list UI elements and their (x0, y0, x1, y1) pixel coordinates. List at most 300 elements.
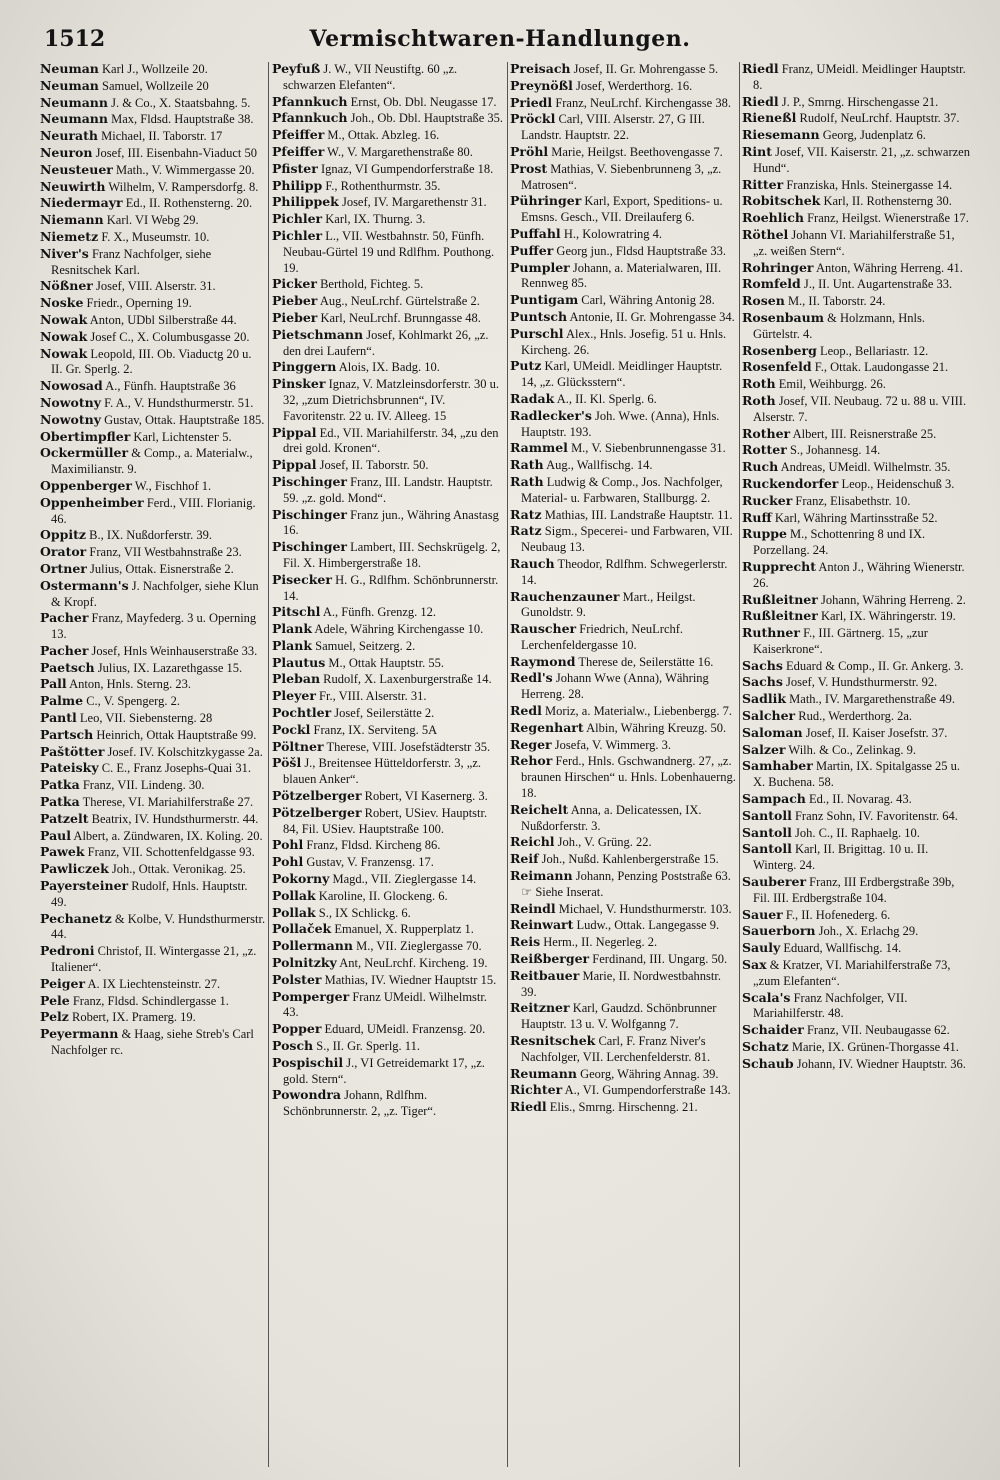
entry-details: Franz, VII. Neubaugasse 62. (803, 1023, 950, 1038)
entry-name: Richter (510, 1082, 563, 1098)
entry-details: M., Ottak Hauptstr. 55. (325, 655, 444, 670)
entry-name: Purschl (510, 325, 564, 341)
entry-name: Sampach (742, 791, 806, 807)
directory-entry (742, 359, 970, 376)
entry-details: Karl, Gaudzd. Schönbrunner Hauptstr. 13 u. V. Wolfganng 7. (521, 1001, 717, 1032)
entry-details: W., Fischhof 1. (131, 478, 212, 493)
entry-details: Ed., VII. Mariahilferstr. 34, „zu den drei gold. Kronen“. (283, 425, 499, 456)
directory-entry (742, 990, 970, 1023)
directory-entry (272, 327, 504, 360)
directory-entry (742, 691, 970, 708)
entry-name: Payersteiner (40, 878, 129, 894)
entry-name: Rother (742, 425, 791, 441)
entry-details: Heinrich, Ottak Hauptstraße 99. (93, 727, 257, 742)
directory-entry (510, 703, 736, 720)
entry-name: Patka (40, 794, 80, 810)
entry-name: Pantl (40, 710, 77, 726)
entry-details: Anton, UDbl Silberstraße 44. (87, 312, 237, 327)
entry-name: Posch (272, 1038, 314, 1054)
entry-name: Pockl (272, 721, 311, 737)
entry-name: Ostermann's (40, 577, 129, 593)
entry-details: Franz, VII. Lindeng. 30. (79, 778, 205, 793)
directory-entry (742, 493, 970, 510)
entry-details: Math., IV. Margarethenstraße 49. (786, 692, 955, 707)
directory-entry (510, 161, 736, 194)
column-divider (507, 62, 508, 1467)
directory-entry (742, 442, 970, 459)
entry-name: Preynößl (510, 77, 573, 93)
entry-details: J., VI Getreidemarkt 17, „z. gold. Stern“. (283, 1055, 485, 1086)
directory-entry (742, 1022, 970, 1039)
entry-name: Reichl (510, 834, 555, 850)
directory-entry (742, 276, 970, 293)
entry-details: Josef, Werderthorg. 16. (572, 78, 693, 93)
entry-name: Redl (510, 703, 542, 719)
entry-details: H., Kolowratring 4. (560, 226, 663, 241)
directory-entry (510, 193, 736, 226)
entry-name: Pawek (40, 844, 85, 860)
directory-entry (40, 78, 266, 95)
directory-entry (742, 725, 970, 742)
entry-name: Rupprecht (742, 558, 816, 574)
entry-name: Pöltner (272, 738, 324, 754)
directory-entry (510, 78, 736, 95)
directory-entry (272, 688, 504, 705)
entry-details: Joh. C., II. Raphaelg. 10. (791, 825, 920, 840)
entry-name: Plank (272, 637, 312, 653)
entry-name: Obertimpfler (40, 428, 131, 444)
directory-entry (40, 212, 266, 229)
directory-entry (742, 674, 970, 691)
directory-entry (272, 888, 504, 905)
entry-name: Peyfuß (272, 61, 321, 76)
entry-details: Josef, II. Gr. Mohrengasse 5. (570, 62, 719, 76)
directory-entry (272, 621, 504, 638)
entry-name: Rußleitner (742, 591, 818, 607)
entry-details: Joh., Ob. Dbl. Hauptstraße 35. (347, 111, 504, 126)
entry-details: Theodor, Rdlfhm. Schwegerlerstr. 14. (521, 556, 728, 587)
entry-name: Pokorny (272, 871, 330, 887)
entry-name: Rath (510, 457, 544, 473)
entry-name: Pitschl (272, 604, 321, 620)
directory-entry (510, 457, 736, 474)
page-number: 1512 (44, 26, 106, 52)
entry-name: Salcher (742, 708, 796, 724)
directory-entry (40, 744, 266, 761)
directory-entry (510, 61, 736, 78)
directory-entry (40, 561, 266, 578)
directory-entry (272, 359, 504, 376)
entry-name: Reis (510, 934, 541, 950)
entry-name: Sauerborn (742, 923, 816, 939)
entry-details: Karl. VI Webg 29. (103, 213, 199, 228)
entry-name: Rosenfeld (742, 359, 812, 375)
entry-details: Aug., Wallfischg. 14. (543, 458, 653, 473)
entry-details: Franz, NeuLrchf. Kirchengasse 38. (552, 95, 731, 110)
entry-details: Joh., X. Erlachg 29. (815, 924, 919, 939)
entry-name: Niemetz (40, 228, 99, 244)
directory-entry (40, 329, 266, 346)
directory-entry (40, 578, 266, 611)
entry-name: Oppenheimber (40, 494, 144, 510)
directory-entry (272, 955, 504, 972)
entry-details: Franz, Fldsd. Schindlergasse 1. (69, 993, 229, 1008)
entry-name: Philippek (272, 194, 339, 210)
entry-name: Ruckendorfer (742, 475, 839, 491)
entry-details: Joh., Nußd. Kahlenbergerstraße 15. (538, 852, 719, 867)
entry-name: Santoll (742, 841, 792, 857)
entry-name: Powondra (272, 1087, 342, 1103)
directory-entry (40, 162, 266, 179)
directory-entry (272, 1038, 504, 1055)
directory-entry (742, 1039, 970, 1056)
entry-details: Aug., NeuLrchf. Gürtelstraße 2. (317, 294, 480, 309)
entry-name: Rotter (742, 442, 787, 458)
entry-name: Pacher (40, 610, 89, 626)
directory-entry (510, 1033, 736, 1066)
directory-entry (272, 178, 504, 195)
entry-name: Rammel (510, 440, 568, 456)
entry-details: Albin, Währing Kreuzg. 50. (583, 720, 727, 735)
directory-entry (272, 837, 504, 854)
entry-name: Nowak (40, 311, 88, 327)
directory-entry (272, 1087, 504, 1120)
entry-details: J., II. Unt. Augartenstraße 33. (800, 277, 953, 292)
column-4 (742, 61, 970, 1473)
entry-details: Mathias, IV. Wiedner Hauptstr 15. (321, 972, 497, 987)
entry-details: Franz Nachfolger, siehe Resnitschek Karl. (51, 246, 212, 277)
entry-name: Pollermann (272, 938, 353, 954)
entry-details: & Holzmann, Hnls. Gürtelstr. 4. (753, 310, 926, 341)
entry-details: J. Nachfolger, siehe Klun & Kropf. (51, 578, 259, 609)
directory-entry (272, 161, 504, 178)
directory-entry (40, 95, 266, 112)
entry-details: Therese, VIII. Josefstädterstr 35. (323, 739, 491, 754)
directory-entry (742, 923, 970, 940)
entry-details: A., Fünfh. Grenzg. 12. (320, 605, 437, 620)
directory-entry (40, 828, 266, 845)
directory-entry (742, 841, 970, 874)
directory-entry (40, 844, 266, 861)
entry-details: A. IX Liechtensteinstr. 27. (85, 976, 221, 991)
entry-details: Johann, IV. Wiedner Hauptstr. 36. (793, 1056, 966, 1071)
directory-entry (510, 326, 736, 359)
entry-details: Josefa, V. Wimmerg. 3. (551, 737, 672, 752)
entry-name: Rosenberg (742, 342, 817, 358)
entry-name: Sachs (742, 657, 783, 673)
entry-details: M., Schottenring 8 und IX. Porzellang. 24. (753, 527, 926, 558)
entry-details: Johann, Penzing Poststraße 63. ☞ Siehe Inserat. (521, 869, 731, 899)
directory-entry (742, 376, 970, 393)
entry-name: Pichler (272, 227, 323, 243)
entry-name: Pawliczek (40, 861, 109, 877)
directory-entry (272, 376, 504, 424)
directory-entry (742, 1056, 970, 1073)
entry-name: Riedl (510, 1099, 547, 1115)
entry-name: Ockermüller (40, 445, 129, 461)
entry-details: Robert, IX. Pramerg. 19. (68, 1010, 196, 1025)
entry-details: Ed., II. Rothensterng. 20. (122, 196, 253, 211)
entry-name: Noske (40, 295, 84, 311)
entry-name: Plank (272, 621, 312, 637)
directory-entry (40, 943, 266, 976)
entry-details: Rudolf, X. Laxenburgerstraße 14. (320, 672, 492, 687)
directory-entry (272, 739, 504, 756)
entry-name: Pischinger (272, 473, 347, 489)
entry-name: Pollak (272, 904, 316, 920)
directory-entry (742, 559, 970, 592)
entry-name: Ruthner (742, 625, 800, 641)
entry-details: Moriz, a. Materialw., Liebenbergg. 7. (541, 704, 733, 719)
directory-entry (40, 643, 266, 660)
entry-details: Robert, USiev. Hauptstr. 84, Fil. USiev. Hauptstraße 100. (283, 805, 488, 836)
directory-entry (272, 655, 504, 672)
directory-entry (742, 459, 970, 476)
entry-name: Reif (510, 851, 539, 867)
entry-details: J. & Co., X. Staatsbahng. 5. (107, 95, 251, 110)
directory-entry (510, 474, 736, 507)
entry-name: Riedl (742, 93, 779, 109)
entry-name: Prost (510, 160, 548, 176)
directory-entry (40, 976, 266, 993)
directory-entry (40, 229, 266, 246)
directory-entry (272, 194, 504, 211)
directory-entry (742, 758, 970, 791)
directory-entry (40, 246, 266, 279)
entry-details: Franz, IX. Serviteng. 5A (310, 722, 438, 737)
directory-entry (40, 429, 266, 446)
entry-name: Saloman (742, 724, 803, 740)
entry-details: Franz, Heilgst. Wienerstraße 17. (803, 211, 969, 226)
directory-entry (742, 293, 970, 310)
directory-entry (742, 61, 970, 94)
entry-details: Max, Fldsd. Hauptstraße 38. (107, 112, 254, 127)
entry-details: Marie, II. Nordwestbahnstr. 39. (521, 968, 721, 999)
directory-entry (742, 625, 970, 658)
entry-details: Marie, IX. Grünen-Thorgasse 41. (788, 1040, 959, 1055)
directory-entry (510, 589, 736, 622)
entry-details: Franz, VII Westbahnstraße 23. (86, 545, 242, 560)
directory-entry (40, 1009, 266, 1026)
directory-entry (40, 412, 266, 429)
directory-entry (510, 556, 736, 589)
entry-name: Reichelt (510, 801, 569, 817)
entry-name: Reißberger (510, 951, 590, 967)
entry-details: J. W., VII Neustiftg. 60 „z. schwarzen Elefanten“. (283, 62, 458, 92)
directory-entry (272, 871, 504, 888)
entry-details: Josef, IV. Margarethenstr 31. (338, 195, 487, 210)
entry-details: Franz, Fldsd. Kircheng 86. (303, 838, 441, 853)
entry-name: Rieneßl (742, 110, 797, 126)
entry-details: Andreas, UMeidl. Wilhelmstr. 35. (778, 460, 951, 475)
entry-name: Scala's (742, 989, 791, 1005)
entry-name: Sauly (742, 940, 781, 956)
directory-entry (742, 940, 970, 957)
directory-entry (742, 110, 970, 127)
entry-name: Schaub (742, 1055, 794, 1071)
entry-details: Julius, IX. Lazarethgasse 15. (94, 660, 243, 675)
directory-entry (272, 989, 504, 1022)
directory-entry (510, 1099, 736, 1116)
entry-details: J. P., Smrng. Hirschengasse 21. (778, 94, 939, 109)
entry-name: Pinggern (272, 359, 337, 375)
directory-entry (742, 742, 970, 759)
directory-entry (510, 621, 736, 654)
entry-details: Antonie, II. Gr. Mohrengasse 34. (567, 309, 735, 324)
entry-name: Riesemann (742, 127, 820, 143)
entry-name: Pischinger (272, 506, 347, 522)
directory-entry (272, 805, 504, 838)
directory-entry (272, 425, 504, 458)
directory-entry (272, 474, 504, 507)
entry-details: S., II. Gr. Sperlg. 11. (313, 1039, 420, 1054)
directory-entry (40, 278, 266, 295)
entry-name: Pötzelberger (272, 788, 362, 804)
entry-name: Pomperger (272, 988, 350, 1004)
entry-name: Neumann (40, 111, 108, 127)
directory-entry (40, 312, 266, 329)
entry-name: Rehor (510, 753, 553, 769)
directory-entry (272, 572, 504, 605)
entry-name: Pochtler (272, 705, 332, 721)
directory-entry (272, 1055, 504, 1088)
directory-entry (272, 310, 504, 327)
column-3 (510, 61, 736, 1473)
directory-entry (272, 539, 504, 572)
entry-name: Neusteuer (40, 161, 113, 177)
entry-details: Franz Sohn, IV. Favoritenstr. 64. (791, 808, 958, 823)
entry-details: Franz, Mayfederg. 3 u. Operning 13. (51, 611, 257, 642)
directory-entry (510, 440, 736, 457)
entry-name: Nowosad (40, 378, 103, 394)
entry-name: Pohl (272, 837, 304, 853)
directory-entry (40, 445, 266, 478)
entry-name: Pacher (40, 642, 89, 658)
directory-entry (510, 670, 736, 703)
entry-details: Josef C., X. Columbusgasse 20. (87, 329, 250, 344)
directory-entry (742, 791, 970, 808)
directory-entry (510, 1082, 736, 1099)
entry-name: Pleban (272, 671, 321, 687)
entry-details: Rudolf, NeuLrchf. Hauptstr. 37. (796, 111, 960, 126)
entry-details: Berthold, Fichteg. 5. (316, 277, 424, 292)
entry-details: Franz, UMeidl. Meidlinger Hauptstr. 8. (753, 62, 966, 92)
entry-details: Herm., II. Negerleg. 2. (540, 935, 658, 950)
entry-details: Wilh. & Co., Zelinkag. 9. (785, 742, 917, 757)
entry-name: Oppenberger (40, 477, 132, 493)
entry-name: Rauchenzauner (510, 588, 620, 604)
directory-entry (40, 660, 266, 677)
directory-entry (40, 811, 266, 828)
entry-name: Niemann (40, 212, 104, 228)
entry-details: A., VI. Gumpendorferstraße 143. (562, 1083, 731, 1098)
entry-details: Beatrix, IV. Hundsthurmerstr. 44. (88, 811, 259, 826)
entry-details: Anton, Währing Herreng. 41. (813, 260, 963, 275)
entry-details: Eduard & Comp., II. Gr. Ankerg. 3. (782, 658, 964, 673)
entry-details: Leo, VII. Siebensterng. 28 (76, 711, 213, 726)
entry-details: Karl, UMeidl. Meidlinger Hauptstr. 14, „z. Glücksstern“. (521, 359, 723, 390)
entry-name: Reumann (510, 1065, 577, 1081)
entry-details: Eduard, UMeidl. Franzensg. 20. (321, 1022, 486, 1037)
entry-name: Röthel (742, 226, 789, 242)
entry-name: Popper (272, 1021, 322, 1037)
directory-entry (510, 95, 736, 112)
directory-entry (510, 901, 736, 918)
entry-details: Martin, IX. Spitalgasse 25 u. X. Buchena. 58. (753, 759, 961, 790)
entry-details: Leop., Heidenschuß 3. (838, 476, 955, 491)
directory-entry (40, 378, 266, 395)
entry-details: B., IX. Nußdorferstr. 39. (86, 528, 213, 543)
column-2 (272, 61, 504, 1473)
entry-details: Ferd., VIII. Florianig. 46. (51, 495, 256, 526)
directory-entry (510, 292, 736, 309)
entry-details: Joh., Ottak. Veronikag. 25. (108, 862, 246, 877)
entry-name: Pateisky (40, 760, 99, 776)
entry-name: Schaider (742, 1022, 804, 1038)
entry-name: Pelz (40, 1009, 69, 1025)
directory-entry (510, 243, 736, 260)
entry-name: Ruppe (742, 526, 787, 542)
entry-name: Sadlik (742, 691, 787, 707)
entry-details: Sigm., Specerei- und Farbwaren, VII. Neubaug 13. (521, 524, 733, 555)
entry-details: Magd., VII. Zieglergasse 14. (329, 872, 477, 887)
directory-entry (510, 1066, 736, 1083)
directory-entry (510, 358, 736, 391)
entry-name: Pichler (272, 211, 323, 227)
directory-entry (742, 94, 970, 111)
directory-entry (272, 1021, 504, 1038)
entry-details: Anton J., Währing Wienerstr. 26. (753, 559, 965, 590)
entry-name: Pischinger (272, 539, 347, 555)
entry-details: Karl, IX. Thurng. 3. (322, 212, 426, 227)
directory-entry (510, 868, 736, 901)
entry-details: Johann Wwe (Anna), Währing Herreng. 28. (521, 671, 709, 702)
directory-entry (272, 905, 504, 922)
entry-details: M., VII. Zieglergasse 70. (352, 939, 482, 954)
directory-entry (742, 177, 970, 194)
entry-name: Putz (510, 358, 542, 374)
directory-entry (742, 210, 970, 227)
entry-name: Radlecker's (510, 407, 592, 423)
directory-entry (272, 61, 504, 94)
directory-entry (272, 110, 504, 127)
directory-entry (40, 693, 266, 710)
directory-entry (272, 755, 504, 788)
entry-details: Josef, Seilerstätte 2. (331, 706, 435, 721)
directory-entry (272, 921, 504, 938)
entry-details: Elis., Smrng. Hirschenng. 21. (546, 1100, 698, 1115)
directory-entry (40, 610, 266, 643)
entry-name: Neuman (40, 77, 99, 93)
directory-entry (742, 526, 970, 559)
entry-details: Josef, III. Eisenbahn-Viaduct 50 (92, 145, 257, 160)
entry-name: Pollaček (272, 921, 332, 937)
entry-details: Leopold, III. Ob. Viaductg 20 u. II. Gr. Sperlg. 2. (51, 346, 252, 377)
entry-details: Josef, Kohlmarkt 26, „z. den drei Laufern“. (283, 327, 489, 358)
entry-details: Franz UMeidl. Wilhelmstr. 43. (283, 989, 487, 1020)
entry-details: Georg, Judenplatz 6. (819, 128, 926, 143)
entry-name: Pisecker (272, 571, 332, 587)
entry-details: Gustav, V. Franzensg. 17. (303, 855, 434, 870)
entry-name: Reitzner (510, 1000, 570, 1016)
entry-details: Josef, VIII. Alserstr. 31. (92, 279, 216, 294)
directory-entry (272, 854, 504, 871)
entry-name: Peiger (40, 975, 86, 991)
directory-entry (40, 295, 266, 312)
directory-entry (742, 426, 970, 443)
entry-details: Franziska, Hnls. Steinergasse 14. (783, 177, 953, 192)
directory-entry (40, 179, 266, 196)
